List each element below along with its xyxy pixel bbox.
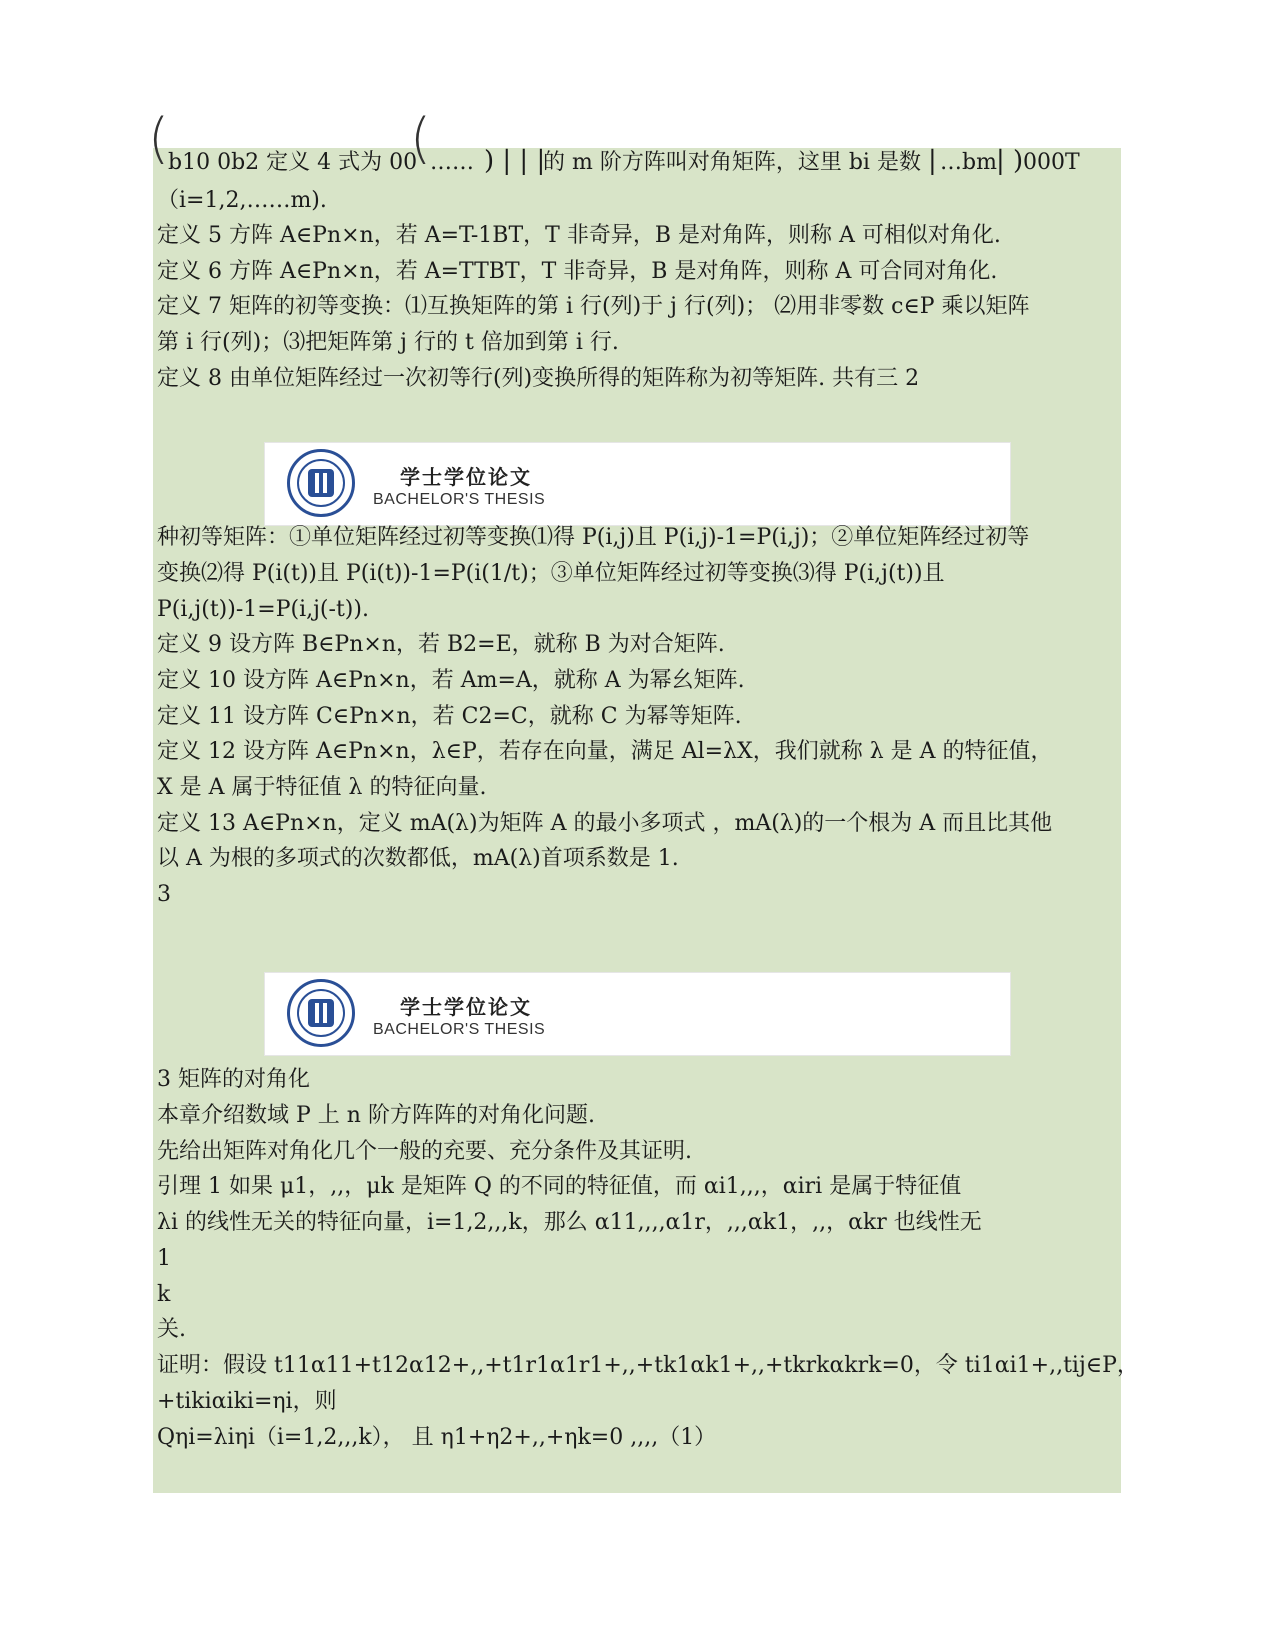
matrix-inner-paren: ( — [410, 107, 432, 170]
text-line: 1 — [157, 1246, 171, 1271]
text-line: 关. — [157, 1317, 186, 1342]
text-line: 先给出矩阵对角化几个一般的充要、充分条件及其证明. — [157, 1139, 692, 1164]
lemma-1: 引理 1 如果 μ1，,,，μk 是矩阵 Q 的不同的特征值，而 αi1,,,，αiri 是属于特征值 — [157, 1174, 962, 1199]
text-line: 本章介绍数域 P 上 n 阶方阵阵的对角化问题. — [157, 1103, 595, 1128]
definition-10: 定义 10 设方阵 A∈Pn×n，若 Am=A，就称 A 为幂幺矩阵. — [157, 668, 745, 693]
text-line: b10 0b2 定义 4 式为 00 — [168, 150, 418, 175]
text-line: …… — [430, 150, 474, 175]
page-number: 3 — [157, 882, 171, 907]
definition-5: 定义 5 方阵 A∈Pn×n，若 A=T-1BT，T 非奇异，B 是对角阵，则称 A 可相似对角化. — [157, 223, 1001, 248]
banner-title-cn: 学士学位论文 — [400, 465, 532, 489]
banner-title-en: BACHELOR'S THESIS — [373, 1021, 546, 1038]
text-line: P(i,j(t))-1=P(i,j(-t)). — [157, 597, 369, 622]
definition-13: 定义 13 A∈Pn×n，定义 mA(λ)为矩阵 A 的最小多项式 ，mA(λ)的一个根为 A 而且比其他 — [157, 811, 1053, 836]
matrix-bar: | — [928, 146, 937, 176]
matrix-bars: ) | | | — [484, 146, 546, 176]
text-line: 000T — [1023, 150, 1080, 175]
definition-12: 定义 12 设方阵 A∈Pn×n，λ∈P，若存在向量，满足 Al=λX，我们就称 λ 是 A 的特征值， — [157, 739, 1053, 764]
text-line: +tikiαiki=ηi，则 — [157, 1389, 337, 1414]
definition-7: 定义 7 矩阵的初等变换：⑴互换矩阵的第 i 行(列)于 j 行(列)； ⑵用非零数 c∈P 乘以矩阵 — [157, 294, 1030, 319]
definition-11: 定义 11 设方阵 C∈Pn×n，若 C2=C，就称 C 为幂等矩阵. — [157, 704, 742, 729]
banner-title-cn: 学士学位论文 — [400, 995, 532, 1019]
text-line: （i=1,2,……m). — [157, 188, 327, 213]
matrix-left-paren: ( — [148, 107, 170, 170]
text-line: X 是 A 属于特征值 λ 的特征向量. — [157, 775, 487, 800]
text-line: k — [157, 1282, 171, 1307]
definition-6: 定义 6 方阵 A∈Pn×n，若 A=TTBT，T 非奇异，B 是对角阵，则称 A 可合同对角化. — [157, 259, 998, 284]
thesis-banner — [264, 442, 1011, 526]
text-line: 种初等矩阵：①单位矩阵经过初等变换⑴得 P(i,j)且 P(i,j)-1=P(i,j)；②单位矩阵经过初等 — [157, 525, 1030, 550]
section-heading: 3 矩阵的对角化 — [157, 1067, 310, 1092]
proof-line: 证明：假设 t11α11+t12α12+,,+t1r1α1r1+,,+tk1αk1+,,+tkrkαkrk=0，令 ti1αi1+,,tij∈P， — [157, 1353, 1139, 1378]
text-line: 变换⑵得 P(i(t))且 P(i(t))-1=P(i(1/t)；③单位矩阵经过初等变换⑶得 P(i,j(t))且 — [157, 561, 945, 586]
definition-9: 定义 9 设方阵 B∈Pn×n，若 B2=E，就称 B 为对合矩阵. — [157, 632, 725, 657]
text-line: …bm — [940, 150, 997, 175]
text-line: 以 A 为根的多项式的次数都低，mA(λ)首项系数是 1. — [157, 846, 679, 871]
university-seal-icon — [287, 979, 355, 1047]
thesis-banner — [264, 972, 1011, 1056]
text-line: 的 m 阶方阵叫对角矩阵，这里 bi 是数 — [543, 150, 921, 175]
definition-8: 定义 8 由单位矩阵经过一次初等行(列)变换所得的矩阵称为初等矩阵. 共有三 2 — [157, 366, 920, 391]
university-seal-icon — [287, 449, 355, 517]
matrix-bars: | ) — [996, 146, 1024, 176]
banner-title-en: BACHELOR'S THESIS — [373, 491, 546, 508]
text-line: λi 的线性无关的特征向量，i=1,2,,,k，那么 α11,,,,α1r，,,,αk1，,,，αkr 也线性无 — [157, 1210, 982, 1235]
text-line: 第 i 行(列)；⑶把矩阵第 j 行的 t 倍加到第 i 行. — [157, 330, 619, 355]
equation-1: Qηi=λiηi（i=1,2,,,k）， 且 η1+η2+,,+ηk=0 ,,,,（1） — [157, 1425, 717, 1450]
